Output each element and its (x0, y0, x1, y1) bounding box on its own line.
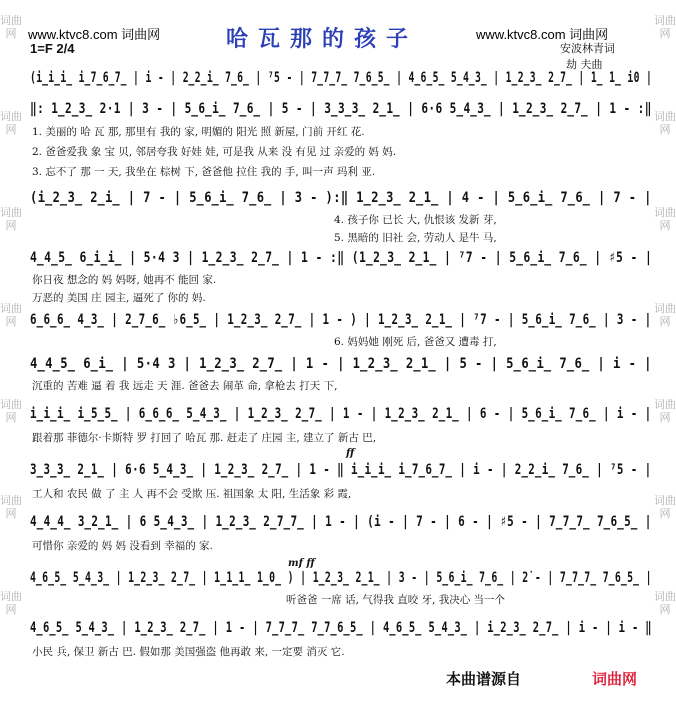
watermark-text: 词曲网 (654, 494, 676, 520)
notation-line: 4̲4̲5̲ 6̲i̲i̲ | 5·4 3 | 1̲2̲3̲ 2̲7̲ | 1 - :‖ (1̲2̲3̲ 2̲1̲ | ⁷7 - | 5̲6̲i̲ 7̲6̲ | ♯5 - | (30, 250, 653, 266)
lyric-line: 4. 孩子你 已长 大, 仇恨该 发新 芽, (334, 214, 497, 226)
lyric-line: 工人和 农民 做 了 主 人 再不会 受欺 压. 祖国象 太 阳, 生活象 彩 霞, (32, 488, 352, 500)
watermark-text: 词曲网 (654, 398, 676, 424)
notation-line: i̲i̲i̲ i̲5̲5̲ | 6̲6̲6̲ 5̲4̲3̲ | 1̲2̲3̲ 2̲7̲ | 1 - | 1̲2̲3̲ 2̲1̲ | 6 - | 5̲6̲i̲ 7̲6̲ | i - | (30, 406, 652, 422)
watermark-text: 词曲网 (0, 14, 22, 40)
watermark-text: 词曲网 (654, 110, 676, 136)
watermark-text: 词曲网 (0, 590, 22, 616)
lyric-line: 1. 美丽的 哈 瓦 那, 那里有 我的 家, 明媚的 阳光 照 新屋, 门前 开红 花. (32, 126, 365, 138)
watermark-text: 词曲网 (0, 110, 22, 136)
lyric-line: 小民 兵, 保卫 新古 巴. 假如那 美国强盗 他再敢 来, 一定要 消灭 它. (32, 646, 345, 658)
lyric-line: 沉重的 苦难 逼 着 我 远走 天 涯. 爸爸去 闹革 命, 拿枪去 打天 下, (32, 380, 338, 392)
lyric-line: 你日夜 想念的 妈 妈呀, 她再不 能回 家. (32, 274, 217, 286)
notation-line: (i̲i̲i̲ i̲7̲6̲7̲ | i - | 2̲2̲i̲ 7̲6̲ | ⁷5 - | 7̲7̲7̲ 7̲6̲5̲ | 4̲6̲5̲ 5̲4̲3̲ | 1̲2̲3̲ 2̲7̲ | 1̲ 1̲ i0 | (30, 70, 653, 86)
site-link-right[interactable]: www.ktvc8.com 词曲网 (476, 27, 609, 42)
notation-line: ‖: 1̲2̲3̲ 2·1 | 3 - | 5̲6̲i̲ 7̲6̲ | 5 - | 3̲3̲3̲ 2̲1̲ | 6·6 5̲4̲3̲ | 1̲2̲3̲ 2̲7̲ | 1 - :‖ (30, 101, 652, 117)
notation-line: 4̲4̲4̲ 3̲2̲1̲ | 6 5̲4̲3̲ | 1̲2̲3̲ 2̲7̲7̲ | 1 - | (i - | 7 - | 6 - | ♯5 - | 7̲7̲7̲ 7̲6̲5̲ | (30, 514, 652, 530)
watermark-column-left (0, 0, 22, 711)
watermark-text: 词曲网 (0, 398, 22, 424)
key-signature: 1=F 2/4 (30, 41, 75, 56)
lyric-line: 可惜你 亲爱的 妈 妈 没看到 幸福的 家. (32, 540, 213, 552)
dynamic-mark: ff (346, 448, 355, 459)
notation-line: 6̲6̲6̲ 4̲3̲ | 2̲7̲6̲ ♭6̲5̲ | 1̲2̲3̲ 2̲7̲ | 1 - ) | 1̲2̲3̲ 2̲1̲ | ⁷7 - | 5̲6̲i̲ 7̲6̲ | 3 - | (30, 312, 652, 328)
watermark-column-right (654, 0, 676, 711)
source-note: 本曲谱源自 (446, 670, 522, 688)
lyric-line: 3. 忘不了 那 一 天, 我坐在 棕树 下, 爸爸他 拉住 我的 手, 叫一声 玛利 亚. (32, 166, 376, 178)
lyricist-credit: 安波林青词 (560, 42, 615, 55)
watermark-text: 词曲网 (654, 206, 676, 232)
site-link-left[interactable]: www.ktvc8.com 词曲网 (28, 27, 161, 42)
watermark-text: 词曲网 (0, 206, 22, 232)
watermark-text: 词曲网 (654, 302, 676, 328)
watermark-text: 词曲网 (0, 302, 22, 328)
lyric-line: 6. 妈妈她 刚死 后, 爸爸又 遭毒 打, (334, 336, 497, 348)
watermark-text: 词曲网 (654, 590, 676, 616)
watermark-text: 词曲网 (0, 494, 22, 520)
song-title: 哈瓦那的孩子 (226, 26, 419, 52)
notation-line: 4̲4̲5̲ 6̲i̲ | 5·4 3 | 1̲2̲3̲ 2̲7̲ | 1 - | 1̲2̲3̲ 2̲1̲ | 5 - | 5̲6̲i̲ 7̲6̲ | i - | (30, 356, 652, 372)
notation-line: 4̲6̲5̲ 5̲4̲3̲ | 1̲2̲3̲ 2̲7̲ | 1 - | 7̲7̲7̲ 7̲7̲6̲5̲ | 4̲6̲5̲ 5̲4̲3̲ | i̲2̲3̲ 2̲7̲ | i - | i - ‖ (30, 620, 652, 636)
notation-line: 3̲3̲3̲ 2̲1̲ | 6·6 5̲4̲3̲ | 1̲2̲3̲ 2̲7̲ | 1 - ‖ i̲i̲i̲ i̲7̲6̲7̲ | i - | 2̲2̲i̲ 7̲6̲ | ⁷5 - | (30, 462, 652, 478)
notation-line: 4̲6̲5̲ 5̲4̲3̲ | 1̲2̲3̲ 2̲7̲ | 1̲1̲1̲ 1̲0̲ ) | 1̲2̲3̲ 2̲1̲ | 3 - | 5̲6̲i̲ 7̲6̲ | 2̇ - | 7̲7̲7̲ 7̲6̲5̲ | (30, 570, 652, 586)
lyric-line: 听爸爸 一席 话, 气得我 直咬 牙, 我决心 当一个 (286, 594, 506, 606)
brand-logo[interactable]: 词曲网 (592, 670, 638, 688)
notation-line: (i̲2̲3̲ 2̲i̲ | 7 - | 5̲6̲i̲ 7̲6̲ | 3 - ):‖ 1̲2̲3̲ 2̲1̲ | 4 - | 5̲6̲i̲ 7̲6̲ | 7 - | (30, 190, 652, 206)
lyric-line: 跟着那 菲德尔·卡斯特 罗 打回了 哈瓦 那. 赶走了 庄园 主, 建立了 新古 巴, (32, 432, 377, 444)
lyric-line: 万恶的 美国 庄 园主, 逼死了 你的 妈. (32, 292, 206, 304)
composer-credit: 劫 夫曲 (566, 58, 603, 71)
dynamic-mark: mf ff (288, 558, 315, 569)
lyric-line: 5. 黑暗的 旧社 会, 劳动人 是牛 马, (334, 232, 497, 244)
lyric-line: 2. 爸爸爱我 象 宝 贝, 邻居夸我 好娃 娃, 可是我 从来 没 有见 过 亲爱的 妈 妈. (32, 146, 397, 158)
watermark-text: 词曲网 (654, 14, 676, 40)
